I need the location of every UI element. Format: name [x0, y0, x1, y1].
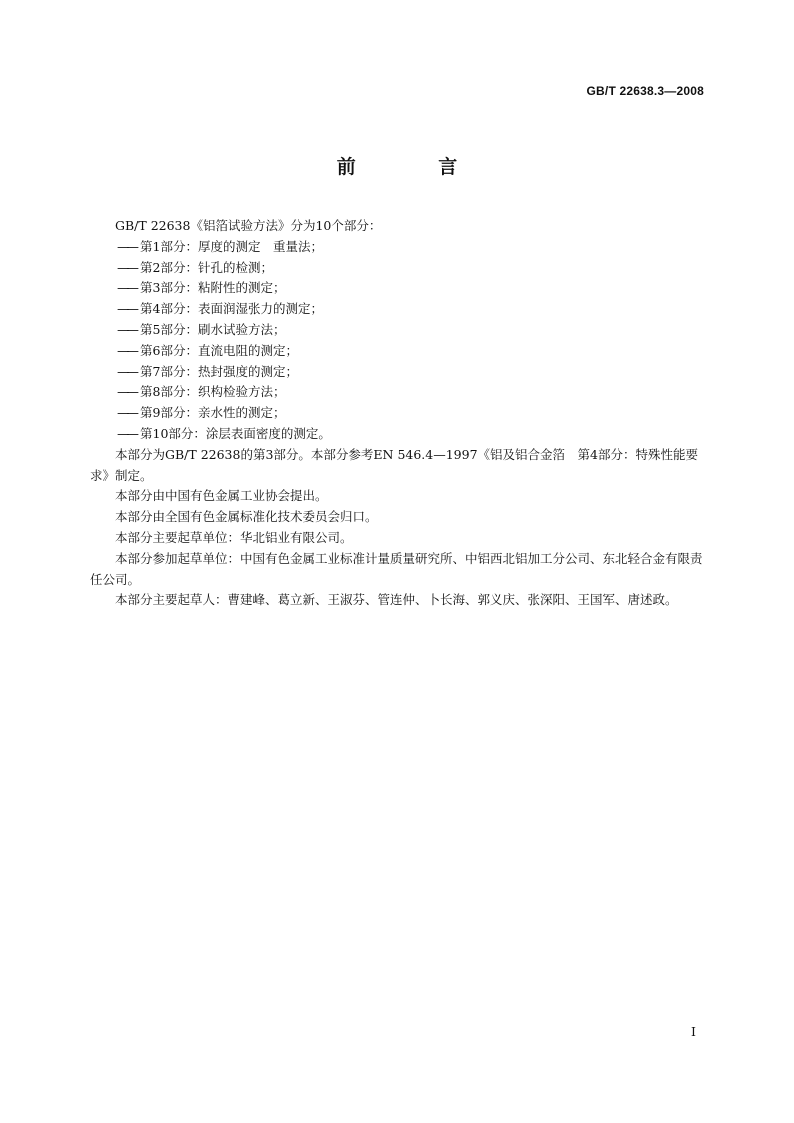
part-list-item: —— 第7部分：热封强度的测定；: [90, 362, 704, 383]
part-list-item: —— 第3部分：粘附性的测定；: [90, 278, 704, 299]
page-title: 前 言: [336, 156, 496, 178]
part-list-item: —— 第2部分：针孔的检测；: [90, 258, 704, 279]
committee-paragraph: 本部分由全国有色金属标准化技术委员会归口。: [115, 509, 378, 525]
reference-paragraph: 本部分为GB/T 22638的第3部分。本部分参考EN 546.4—1997《铝及铝合金箔 第4部分：特殊性能要求》制定。: [90, 446, 698, 483]
part-list-item: —— 第5部分：刷水试验方法；: [90, 320, 704, 341]
part-list-item: —— 第1部分：厚度的测定 重量法；: [90, 237, 704, 258]
main-drafter-unit-paragraph: 本部分主要起草单位：华北铝业有限公司。: [115, 529, 353, 545]
page-number: I: [691, 1024, 696, 1039]
part-list-item: —— 第10部分：涂层表面密度的测定。: [90, 424, 704, 445]
part-list-item: —— 第6部分：直流电阻的测定；: [90, 341, 704, 362]
participating-units-paragraph: 本部分参加起草单位：中国有色金属工业标准计量质量研究所、中铝西北铝加工分公司、东北轻合金有限责任公司。: [90, 550, 703, 587]
standard-code: GB/T 22638.3—2008: [586, 84, 704, 98]
intro-paragraph: GB/T 22638《铝箔试验方法》分为10个部分：: [115, 218, 382, 233]
foreword-body: [90, 216, 704, 611]
drafters-paragraph: 本部分主要起草人：曹建峰、葛立新、王淑芬、管连仲、卜长海、郭义庆、张深阳、王国军、唐述政。: [115, 592, 678, 608]
part-list-item: —— 第4部分：表面润湿张力的测定；: [90, 299, 704, 320]
proposer-paragraph: 本部分由中国有色金属工业协会提出。: [115, 488, 328, 504]
part-list-item: —— 第8部分：织构检验方法；: [90, 382, 704, 403]
part-list-item: —— 第9部分：亲水性的测定；: [90, 403, 704, 424]
